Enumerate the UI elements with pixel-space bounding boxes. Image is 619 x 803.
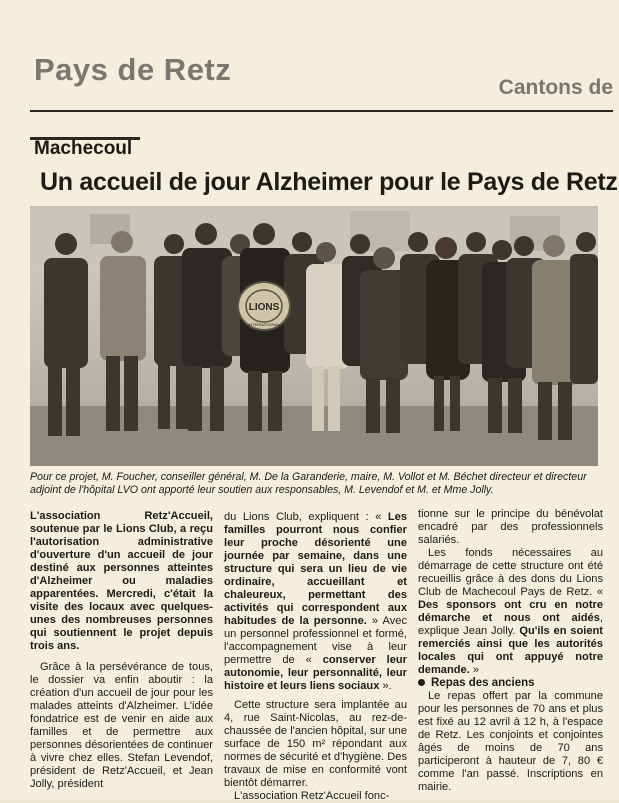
subheading [418, 677, 603, 690]
paragraph [418, 547, 603, 677]
paragraph: Le repas offert par la commune pour les personnes de 70 ans et plus est fixé au 12 avril à 12 h, à l'espace de Retz. Les conjoints et conjointes âgés de moins de 70 ans participeront à hauteur de 7, 80 € comme l'an passé. Inscriptions en mairie. [418, 690, 603, 793]
text-run: ». [379, 680, 392, 692]
quote: Les familles pourront nous confier leur proche désorienté une journée par semaine, dans une structure qui sera un lieu de vie ordinaire, accueillant et chaleureux, permettant des activités qui correspondent aux habitudes de la personne. [224, 511, 407, 627]
text-run: » [469, 664, 480, 676]
header-rule [30, 110, 613, 112]
paragraph: L'association Retz'Accueil fonc- [234, 790, 390, 802]
section-title-right: Cantons de [498, 76, 613, 99]
quote: conserver leur autonomie, leur personnalité, leur histoire et leurs liens sociaux [224, 654, 407, 692]
text-run: , explique Jean Jolly. [418, 612, 603, 637]
subheading-text: Repas des anciens [431, 677, 535, 689]
text-run: du Lions Club, expliquent : « [224, 511, 388, 523]
article-lead: L'association Retz'Accueil, soutenue par le Lions Club, a reçu l'autorisation administrative d'ouverture d'un accueil de jour destiné aux personnes atteintes d'Alzheimer ou maladies apparentées. Mercredi, c'était la visite des locaux avec quelques-unes des nombreuses personnes qui soutiennent le projet depuis trois ans. [30, 510, 213, 652]
group-photo [30, 206, 598, 466]
text-run: Les fonds nécessaires au démarrage de cette structure ont été recueillis grâce à des dons du Lions Club de Machecoul Pays de Retz. « [418, 547, 603, 598]
photo-caption: Pour ce projet, M. Foucher, conseiller général, M. De la Garanderie, maire, M. Vollot et M. Béchet directeur et directeur adjoint de l'hôpital LVO ont apporté leur soutien aux responsables, M. Levendof et M. et Mme Jolly. [30, 471, 587, 496]
article-column-3 [418, 508, 603, 794]
town-label: Machecoul [34, 138, 133, 159]
text-run: » Avec un personnel professionnel et formé, l'accompagnement vise à leur permettre de « [224, 615, 407, 666]
paragraph: Cette structure sera implantée au 4, rue Saint-Nicolas, au rez-de-chaussée de l'ancien hôpital, sur une surface de 150 m² répondant aux normes de sécurité et d'hygiène. Des travaux de mise en conformité vont bientôt démarrer. [224, 699, 407, 789]
quote: Des sponsors ont cru en notre démarche et nous ont aidés [418, 599, 603, 624]
group-photo-illustration [30, 206, 598, 466]
paragraph: tionne sur le principe du bénévolat encadré par des professionnels salariés. [418, 508, 603, 546]
headline: Un accueil de jour Alzheimer pour le Pays de Retz [40, 168, 618, 196]
paragraph [224, 511, 407, 693]
article-column-2 [224, 511, 407, 803]
medallion-text: LIONS [248, 302, 280, 313]
lions-medallion [238, 282, 290, 330]
section-title: Pays de Retz [34, 52, 232, 87]
article-column-1 [30, 510, 213, 791]
quote: Qu'ils en soient remerciés ainsi que les autorités locales qui ont appuyé notre demande. [418, 625, 603, 676]
paragraph: Grâce à la persévérance de tous, le dossier va enfin aboutir : la création d'un accueil de jour pour les malades atteints d'Alzheimer. L'idée fondatrice est de venir en aide aux familles et de permettre aux personnes désorientées de continuer à vivre chez elles. Stefan Levendof, président de Retz'Accueil, et Jean Jolly, président [30, 661, 213, 790]
medallion-subtext: INTERNATIONAL [248, 322, 280, 327]
bullet-icon [418, 679, 425, 686]
